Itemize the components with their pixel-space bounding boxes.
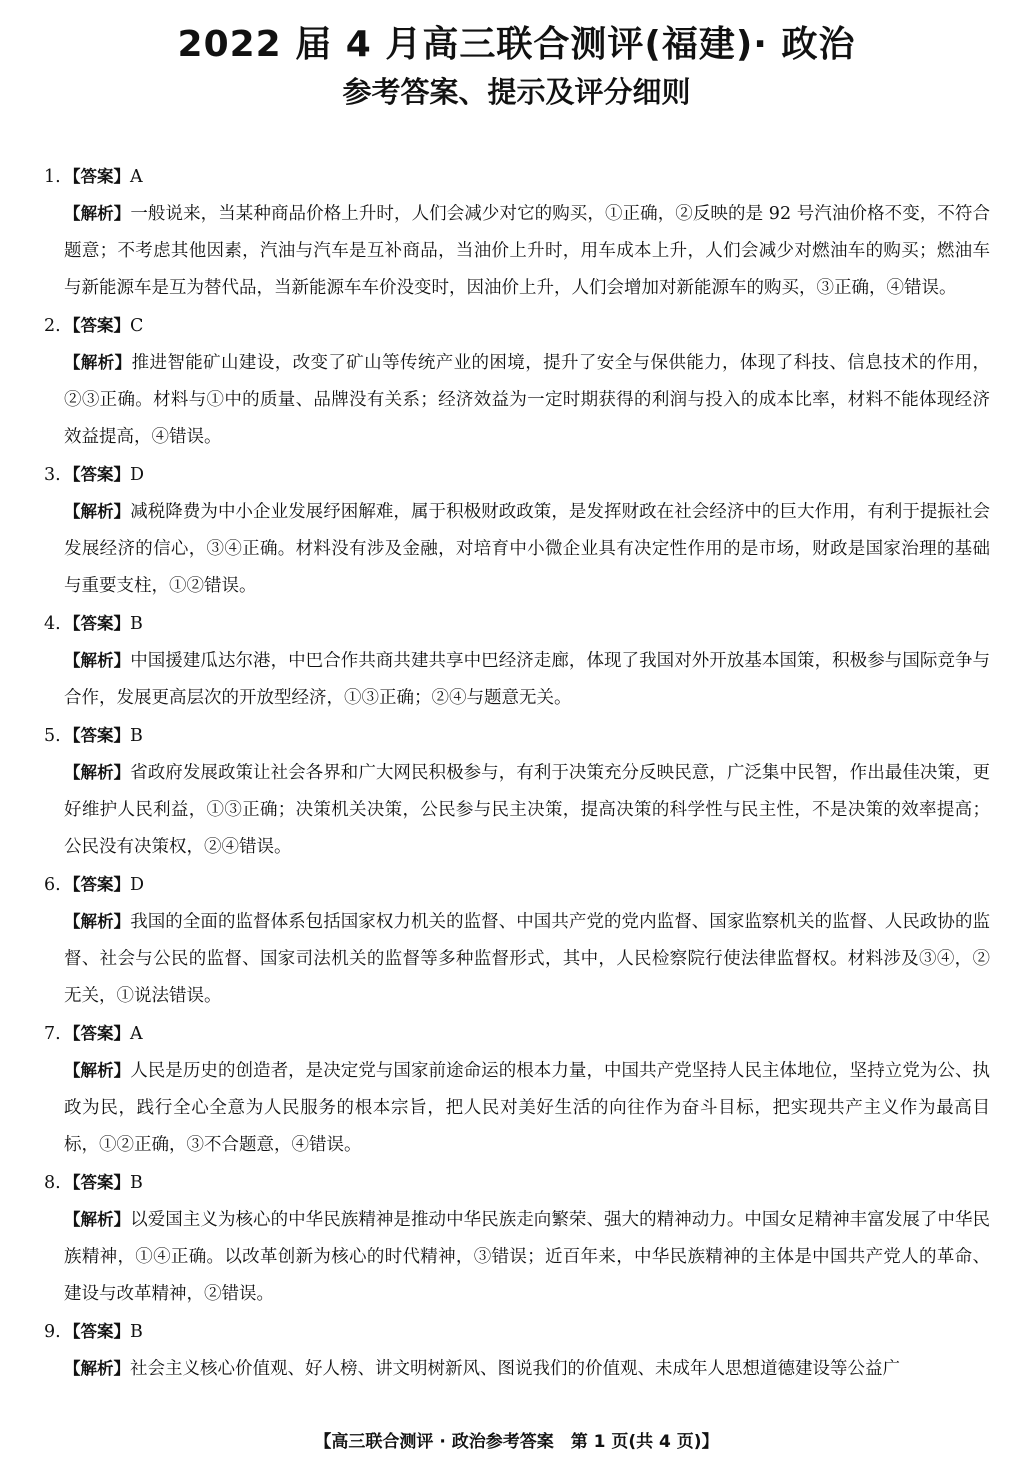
answer-line: [44, 158, 990, 195]
question-5: [44, 717, 990, 866]
explain-tag: 【解析】: [64, 912, 131, 931]
answer-tag: 【答案】: [64, 614, 130, 633]
answer-tag: 【答案】: [64, 1322, 130, 1341]
explain-tag: 【解析】: [64, 763, 131, 782]
answer-value: B: [130, 1322, 143, 1342]
question-number: 7.: [44, 1024, 61, 1044]
answer-tag: 【答案】: [64, 875, 130, 894]
document-subtitle: 参考答案、提示及评分细则: [342, 75, 691, 109]
answer-line: [44, 717, 990, 754]
answer-tag: 【答案】: [64, 726, 130, 745]
answer-line: [44, 1313, 990, 1350]
explanation: [64, 903, 990, 1015]
explanation-text: 我国的全面的监督体系包括国家权力机关的监督、中国共产党的党内监督、国家监察机关的监督、人民政协的监督、社会与公民的监督、国家司法机关的监督等多种监督形式，其中，人民检察院行使法律监督权。材料涉及③④，②无关，①说法错误。: [64, 912, 991, 1006]
question-9: [44, 1313, 990, 1388]
answer-value: D: [130, 465, 145, 485]
answer-tag: 【答案】: [64, 167, 130, 186]
answer-value: C: [130, 316, 144, 336]
answer-line: [44, 1015, 990, 1052]
explain-tag: 【解析】: [64, 204, 131, 223]
question-number: 5.: [44, 726, 61, 746]
explanation: [64, 1350, 990, 1388]
answer-tag: 【答案】: [64, 465, 130, 484]
explanation: [64, 754, 990, 866]
explain-tag: 【解析】: [64, 1210, 131, 1229]
explanation-text: 社会主义核心价值观、好人榜、讲文明树新风、图说我们的价值观、未成年人思想道德建设等公益广: [130, 1359, 900, 1379]
answer-value: B: [130, 1173, 143, 1193]
question-2: [44, 307, 990, 456]
document-title: 2022 届 4 月高三联合测评(福建)· 政治: [177, 24, 856, 65]
answer-value: B: [130, 726, 143, 746]
explain-tag: 【解析】: [64, 353, 132, 372]
question-number: 1.: [44, 167, 61, 187]
answer-value: A: [130, 167, 143, 187]
question-8: [44, 1164, 990, 1313]
answer-list: [44, 158, 990, 1388]
question-number: 9.: [44, 1322, 61, 1342]
explanation-text: 以爱国主义为核心的中华民族精神是推动中华民族走向繁荣、强大的精神动力。中国女足精神丰富发展了中华民族精神，①④正确。以改革创新为核心的时代精神，③错误；近百年来，中华民族精神的主体是中国共产党人的革命、建设与改革精神，②错误。: [64, 1210, 991, 1304]
question-7: [44, 1015, 990, 1164]
answer-tag: 【答案】: [64, 316, 130, 335]
page-footer: 【高三联合测评 · 政治参考答案 第 1 页(共 4 页)】: [314, 1432, 719, 1452]
question-3: [44, 456, 990, 605]
explain-tag: 【解析】: [64, 651, 131, 670]
explanation: [64, 195, 990, 307]
question-number: 6.: [44, 875, 61, 895]
answer-line: [44, 1164, 990, 1201]
explanation-text: 推进智能矿山建设，改变了矿山等传统产业的困境，提升了安全与保供能力，体现了科技、信息技术的作用，②③正确。材料与①中的质量、品牌没有关系；经济效益为一定时期获得的利润与投入的成本比率，材料不能体现经济效益提高，④错误。: [64, 353, 991, 447]
explanation-text: 中国援建瓜达尔港，中巴合作共商共建共享中巴经济走廊，体现了我国对外开放基本国策，积极参与国际竞争与合作，发展更高层次的开放型经济，①③正确；②④与题意无关。: [64, 651, 991, 708]
question-number: 2.: [44, 316, 61, 336]
answer-tag: 【答案】: [64, 1024, 130, 1043]
explanation: [64, 493, 990, 605]
explanation-text: 减税降费为中小企业发展纾困解难，属于积极财政政策，是发挥财政在社会经济中的巨大作用，有利于提振社会发展经济的信心，③④正确。材料没有涉及金融，对培育中小微企业具有决定性作用的是市场，财政是国家治理的基础与重要支柱，①②错误。: [64, 502, 991, 596]
explanation-text: 人民是历史的创造者，是决定党与国家前途命运的根本力量，中国共产党坚持人民主体地位，坚持立党为公、执政为民，践行全心全意为人民服务的根本宗旨，把人民对美好生活的向往作为奋斗目标，把实现共产主义作为最高目标，①②正确，③不合题意，④错误。: [64, 1061, 991, 1155]
answer-line: [44, 866, 990, 903]
question-number: 3.: [44, 465, 61, 485]
answer-line: [44, 307, 990, 344]
explanation: [64, 344, 990, 456]
answer-value: D: [130, 875, 145, 895]
explanation: [64, 1052, 990, 1164]
answer-line: [44, 456, 990, 493]
question-4: [44, 605, 990, 717]
explanation-text: 一般说来，当某种商品价格上升时，人们会减少对它的购买，①正确，②反映的是 92 号汽油价格不变，不符合题意；不考虑其他因素，汽油与汽车是互补商品，当油价上升时，用车成本上升，人们会减少对燃油车的购买；燃油车与新能源车是互为替代品，当新能源车车价没变时，因油价上升，人们会增加对新能源车的购买，③正确，④错误。: [64, 204, 991, 298]
answer-line: [44, 605, 990, 642]
answer-value: B: [130, 614, 143, 634]
question-1: [44, 158, 990, 307]
question-6: [44, 866, 990, 1015]
explanation: [64, 1201, 990, 1313]
explanation: [64, 642, 990, 717]
question-number: 4.: [44, 614, 61, 634]
explanation-text: 省政府发展政策让社会各界和广大网民积极参与，有利于决策充分反映民意，广泛集中民智，作出最佳决策，更好维护人民利益，①③正确；决策机关决策，公民参与民主决策，提高决策的科学性与民主性，不是决策的效率提高；公民没有决策权，②④错误。: [64, 763, 991, 857]
question-number: 8.: [44, 1173, 61, 1193]
answer-value: A: [130, 1024, 143, 1044]
explain-tag: 【解析】: [64, 1359, 130, 1378]
answer-tag: 【答案】: [64, 1173, 130, 1192]
explain-tag: 【解析】: [64, 1061, 131, 1080]
explain-tag: 【解析】: [64, 502, 131, 521]
